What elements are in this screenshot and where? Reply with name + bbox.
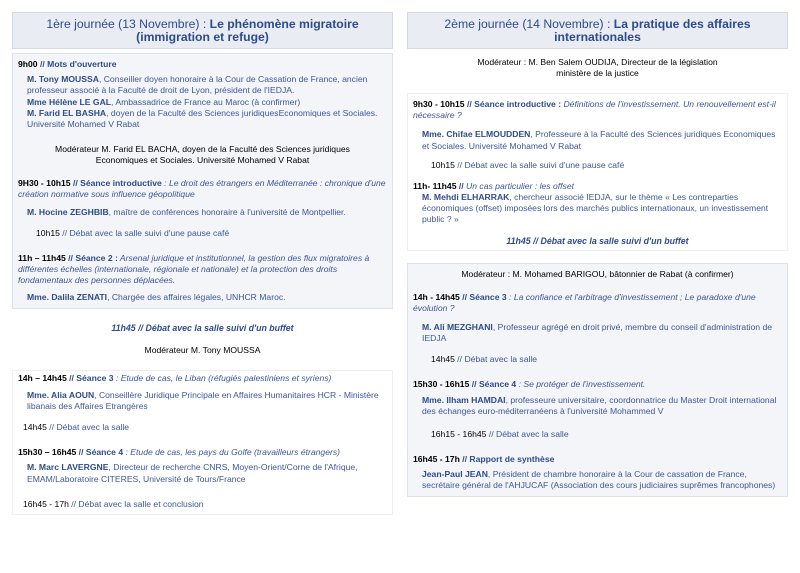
opening-session: 9h00 // Mots d'ouverture <box>18 59 117 69</box>
moderator-4: Modérateur : M. Mohamed BARIGOU, bâtonnier de Rabat (à confirmer) <box>461 268 734 279</box>
speaker-zenati: Mme. Dalila ZENATI, Chargée des affaires légales, UNHCR Maroc. <box>27 292 286 303</box>
speaker-jean: Jean-Paul JEAN, Président de chambre honoraire à la Cour de cassation de France, secrétaire général de l'AHJUCAF (Association des cours judiciaires suprêmes francophones) <box>422 469 776 491</box>
day2-title: La pratique des affaires internationales <box>554 17 751 44</box>
debate-3: 16h45 - 17h // Débat avec la salle et conclusion <box>23 498 204 509</box>
moderator-2: Modérateur M. Tony MOUSSA <box>144 344 261 355</box>
session-4b: 15h30 - 16h15 // Séance 4 : Se protéger de l'investissement. <box>413 379 646 390</box>
day1-title: Le phénomène migratoire (immigration et refuge) <box>136 17 359 44</box>
day1-header <box>12 12 393 49</box>
day2-afternoon-box <box>407 263 788 497</box>
moderator-3: Modérateur : M. Ben Salem OUDIJA, Directeur de la législation ministère de la justice <box>477 57 718 78</box>
debate-1: 10h15 // Débat avec la salle suivi d'une pause café <box>36 227 230 238</box>
session-4: 15h30 – 16h45 // Séance 4 : Etude de cas, les pays du Golfe (travailleurs étrangers) <box>18 447 340 458</box>
speaker-zeghbib: M. Hocine ZEGHBIB, maître de conférences honoraire à l'université de Montpellier. <box>27 206 346 217</box>
speaker-aoun: Mme. Alia AOUN, Conseillère Juridique Principale en Affaires Humanitaires HCR - Ministère libanais des Affaires Etrangères <box>27 389 379 412</box>
day2-column <box>407 12 788 497</box>
speaker-hamdai: Mme. Ilham HAMDAI, professeure universitaire, coordonnatrice du Master Droit international des échanges euro-méditerranéens à l'université Mohammed V <box>422 394 777 416</box>
buffet-1: 11h45 // Débat avec la salle suivi d'un buffet <box>111 322 294 333</box>
moderator-1: Modérateur M. Farid EL BACHA, doyen de la Faculté des Sciences juridiques Economiques et Sociales. Université Mohamed V Rabat <box>55 144 350 166</box>
buffet-2: 11h45 // Débat avec la salle suivi d'un buffet <box>506 235 689 246</box>
session-3b: 14h - 14h45 // Séance 3 : La confiance et l'arbitrage d'investissement ; Le paradoxe d'une évolution ? <box>413 291 756 313</box>
day1-afternoon-box <box>12 370 393 515</box>
day1-date: 1ère journée (13 Novembre) : <box>46 17 210 31</box>
speaker-mezghani: M. Ali MEZGHANI, Professeur agrégé en droit privé, membre du conseil d'administration de IEDJA <box>422 322 772 344</box>
day2-header <box>407 12 788 49</box>
session-3: 14h – 14h45 // Séance 3 : Etude de cas, le Liban (réfugiés palestiniens et syriens) <box>18 372 332 383</box>
day2-morning-box <box>407 93 788 251</box>
speaker-elmoudden: Mme. Chifae ELMOUDDEN, Professeure à la Faculté des Sciences juridiques Economiques et Sociales. Université Mohamed V Rabat <box>422 129 776 151</box>
session-offset: 11h- 11h45 // Un cas particulier : les offset <box>413 180 574 191</box>
day1-morning-box <box>12 53 393 309</box>
session-synthese: 16h45 - 17h // Rapport de synthèse <box>413 454 555 465</box>
speaker-legal: Mme Hélène LE GAL, Ambassadrice de France au Maroc (à confirmer) <box>27 96 301 107</box>
day1-column <box>12 12 393 515</box>
debate-4: 10h15 // Débat avec la salle suivi d'une pause café <box>431 159 625 170</box>
speaker-lavergne: M. Marc LAVERGNE, Directeur de recherche CNRS, Moyen-Orient/Corne de l'Afrique, EMAM/Laboratoire CITERES, Université de Tours/France <box>27 462 358 484</box>
session-intro: 9H30 - 10h15 // Séance introductive : Le droit des étrangers en Méditerranée : chronique d'une création normative sous influence géopolitique <box>18 178 386 200</box>
speaker-moussa: M. Tony MOUSSA, Conseiller doyen honoraire à la Cour de Cassation de France, ancien professeur associé à la Faculté de droit de Lyon, président de l'IEDJA. <box>27 74 368 96</box>
session-intro-2: 9h30 - 10h15 // Séance introductive : Définitions de l'investissement. Un renouvellement est-il nécessaire ? <box>413 99 776 121</box>
debate-5: 14h45 // Débat avec la salle <box>431 354 538 365</box>
session-2: 11h – 11h45 // Séance 2 : Arsenal juridique et institutionnel, la gestion des flux migratoires à différentes échelles (internationale, régionale et nationale) et la protection des droits fondamentaux des personnes déplacées. <box>18 252 370 286</box>
speaker-elbasha: M. Farid EL BASHA, doyen de la Faculté des Sciences juridiquesEconomiques et Sociales. Université Mohamed V Rabat <box>27 107 378 130</box>
day2-date: 2ème journée (14 Novembre) : <box>444 17 614 31</box>
speaker-elharrak: M. Mehdi ELHARRAK, chercheur associé IEDJA, sur le thème « Les contreparties économiques (offset) imposées lors des marchés publics internationaux, un investissement public ? » <box>422 192 769 225</box>
debate-6: 16h15 - 16h45 // Débat avec la salle <box>431 429 569 440</box>
debate-2: 14h45 // Débat avec la salle <box>23 422 130 433</box>
